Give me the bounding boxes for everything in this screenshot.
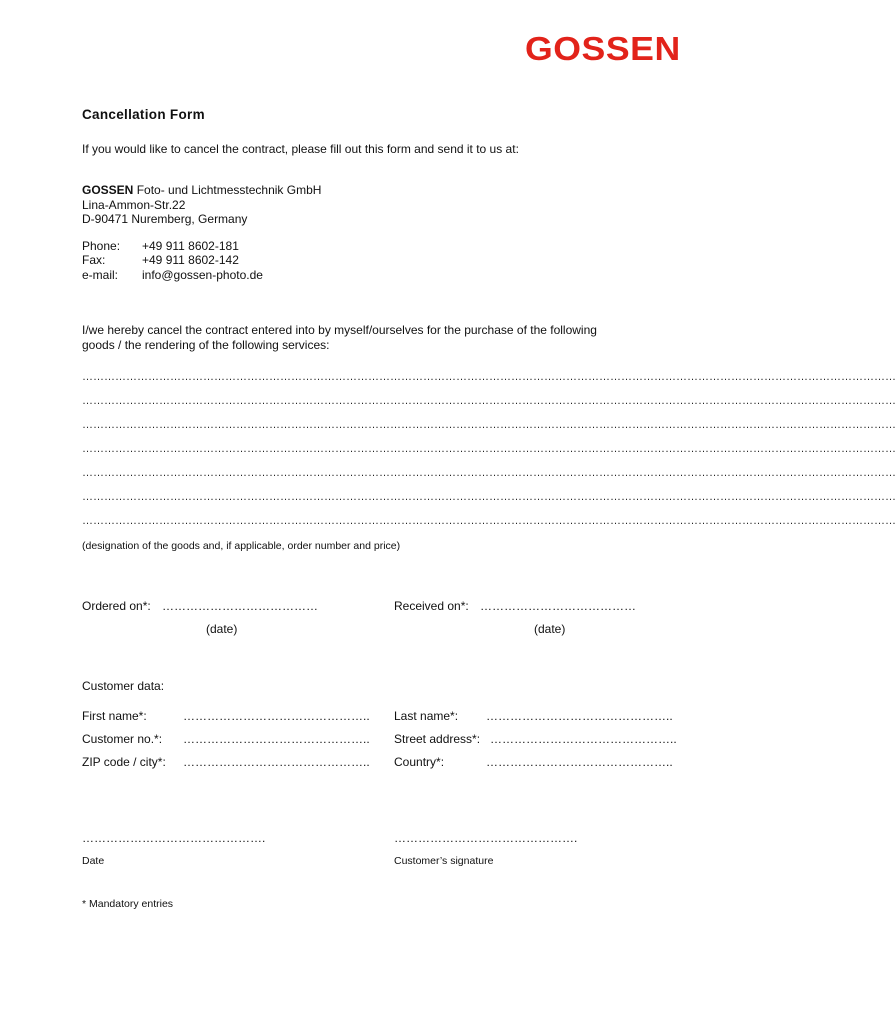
goods-entry-line[interactable]: …………………………………………………………………………………………………………………………………………………………………………………………………… [82, 515, 896, 527]
gossen-logo: GOSSEN [525, 30, 681, 67]
received-on-hint: (date) [534, 622, 566, 636]
customer-no-label: Customer no.*: [82, 732, 163, 746]
declaration-line-2: goods / the rendering of the following services: [82, 338, 330, 352]
street-address-field[interactable]: ……………………………………….. [490, 732, 677, 746]
contact-email [82, 268, 263, 282]
company-street: Lina-Ammon-Str.22 [82, 198, 186, 212]
contact-phone [82, 239, 239, 253]
received-on-field[interactable]: ………………………………… [480, 599, 636, 613]
goods-entry-line[interactable]: …………………………………………………………………………………………………………………………………………………………………………………………………… [82, 395, 896, 407]
last-name-field[interactable]: ……………………………………….. [486, 709, 673, 723]
contact-fax-value: +49 911 8602-142 [142, 253, 239, 267]
goods-entry-line[interactable]: …………………………………………………………………………………………………………………………………………………………………………………………………… [82, 371, 896, 383]
goods-entry-line[interactable]: …………………………………………………………………………………………………………………………………………………………………………………………………… [82, 443, 896, 455]
intro-text: If you would like to cancel the contract, please fill out this form and send it to us at: [82, 142, 519, 156]
goods-entry-line[interactable]: …………………………………………………………………………………………………………………………………………………………………………………………………… [82, 467, 896, 479]
ordered-on-field[interactable]: ………………………………… [162, 599, 318, 613]
customer-no-field[interactable]: ……………………………………….. [183, 732, 370, 746]
zip-city-label: ZIP code / city*: [82, 755, 166, 769]
company-name-bold: GOSSEN [82, 183, 134, 197]
customer-signature-line[interactable]: ………………………………………. [394, 831, 578, 845]
customer-data-heading: Customer data: [82, 679, 165, 693]
last-name-label: Last name*: [394, 709, 459, 723]
contact-email-value[interactable]: info@gossen-photo.de [142, 268, 263, 282]
goods-entry-line[interactable]: …………………………………………………………………………………………………………………………………………………………………………………………………… [82, 491, 896, 503]
company-name [82, 183, 321, 197]
ordered-on-hint: (date) [206, 622, 238, 636]
date-label: Date [82, 855, 105, 867]
date-signature-line[interactable]: ………………………………………. [82, 831, 266, 845]
contact-fax-label: Fax: [82, 253, 106, 267]
country-field[interactable]: ……………………………………….. [486, 755, 673, 769]
customer-signature-label: Customer’s signature [394, 855, 494, 867]
contact-phone-value: +49 911 8602-181 [142, 239, 239, 253]
street-address-label: Street address*: [394, 732, 481, 746]
goods-entry-line[interactable]: …………………………………………………………………………………………………………………………………………………………………………………………………… [82, 419, 896, 431]
contact-phone-label: Phone: [82, 239, 121, 253]
first-name-field[interactable]: ……………………………………….. [183, 709, 370, 723]
received-on-label: Received on*: [394, 599, 469, 613]
contact-email-label: e-mail: [82, 268, 119, 282]
declaration-line-1: I/we hereby cancel the contract entered into by myself/ourselves for the purchase of the following [82, 323, 597, 337]
form-title: Cancellation Form [82, 107, 205, 122]
country-label: Country*: [394, 755, 445, 769]
ordered-on-label: Ordered on*: [82, 599, 151, 613]
company-city: D-90471 Nuremberg, Germany [82, 212, 248, 226]
first-name-label: First name*: [82, 709, 147, 723]
goods-hint: (designation of the goods and, if applicable, order number and price) [82, 540, 401, 552]
zip-city-field[interactable]: ……………………………………….. [183, 755, 370, 769]
company-name-rest: Foto- und Lichtmesstechnik GmbH [133, 183, 322, 197]
contact-fax [82, 253, 239, 267]
mandatory-footnote: * Mandatory entries [82, 898, 174, 910]
